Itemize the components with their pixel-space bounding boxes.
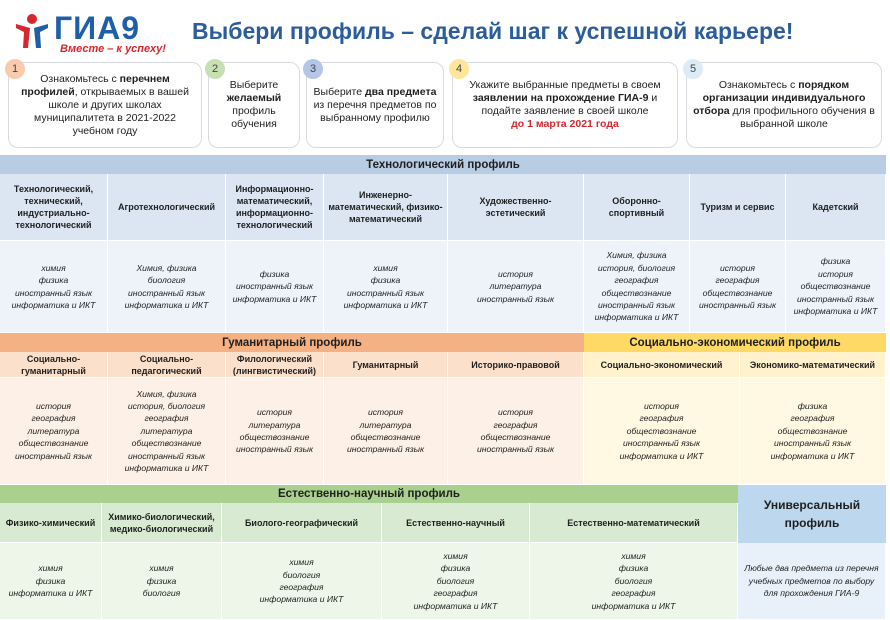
logo-text: ГИА9 [54, 10, 141, 46]
logo-slogan: Вместе – к успеху! [60, 43, 166, 55]
step-5 [686, 62, 882, 148]
tech-col-subjects: физика история обществознание иностранный язык информатика и ИКТ [786, 241, 886, 333]
tech-col-subjects: химия физика иностранный язык информатика и ИКТ [0, 241, 108, 333]
step-number: 1 [5, 59, 25, 79]
step-text: Укажите выбранные предметы в своем заявлении на прохождение ГИА-9 и подайте заявление в своей школе до 1 марта 2021 года [469, 79, 661, 130]
nat-col-subjects: химия физика биология география информатика и ИКТ [382, 543, 530, 620]
deadline: 1 марта 2021 года [527, 118, 619, 130]
hum-col-subjects: история география обществознание иностранный язык [448, 378, 584, 485]
tech-col-header: Агротехнологический [108, 174, 226, 241]
tech-col-header: Технологический, технический, индустриально-технологический [0, 174, 108, 241]
universal-profile-subjects: Любые два предмета из перечня учебных предметов по выбору для прохождения ГИА-9 [738, 543, 886, 620]
step-number: 4 [449, 59, 469, 79]
gia9-logo [6, 4, 178, 56]
step-number: 5 [683, 59, 703, 79]
hum-profile-title: Гуманитарный профиль [0, 333, 584, 352]
nat-col-header: Естественно-математический [530, 503, 738, 543]
tech-col-header: Инженерно-математический, физико-математический [324, 174, 448, 241]
tech-col-subjects: химия физика иностранный язык информатика и ИКТ [324, 241, 448, 333]
nat-col-header: Биолого-географический [222, 503, 382, 543]
tech-col-subjects: история литература иностранный язык [448, 241, 584, 333]
step-text: Ознакомьтесь с перечнем профилей, открываемых в вашей школе и других школах муниципалитета в 2021-2022 учебном году [21, 72, 189, 137]
page-title: Выбери профиль – сделай шаг к успешной карьере! [192, 18, 794, 44]
soc-col-subjects: история география обществознание иностранный язык информатика и ИКТ [584, 378, 740, 485]
nat-col-subjects: химия физика информатика и ИКТ [0, 543, 102, 620]
tech-col-subjects: Химия, физика история, биология география обществознание иностранный язык информатика и ИКТ [584, 241, 690, 333]
soc-profile-title: Социально-экономический профиль [584, 333, 886, 352]
tech-col-subjects: физика иностранный язык информатика и ИКТ [226, 241, 324, 333]
profiles-table [0, 155, 886, 620]
step-4 [452, 62, 678, 148]
hum-col-subjects: Химия, физика история, биология география литература обществознание иностранный язык информатика и ИКТ [108, 378, 226, 485]
hum-col-subjects: история география литература обществознание иностранный язык [0, 378, 108, 485]
step-number: 3 [303, 59, 323, 79]
step-text: Выберите два предмета из перечня предметов по выбранному профилю [313, 85, 437, 124]
step-text: Выберите желаемый профиль обучения [226, 79, 282, 130]
hum-col-header: Историко-правовой [448, 352, 584, 378]
tech-col-header: Информационно-математический, информационно-технологический [226, 174, 324, 241]
step-3 [306, 62, 444, 148]
nat-col-subjects: химия биология география информатика и ИКТ [222, 543, 382, 620]
tech-profile-title: Технологический профиль [0, 155, 886, 174]
nat-profile-title: Естественно-научный профиль [0, 485, 738, 503]
nat-col-header: Химико-биологический, медико-биологический [102, 503, 222, 543]
tech-col-header: Художественно-эстетический [448, 174, 584, 241]
soc-col-subjects: физика география обществознание иностранный язык информатика и ИКТ [740, 378, 886, 485]
nat-col-subjects: химия физика биология [102, 543, 222, 620]
tech-col-header: Оборонно-спортивный [584, 174, 690, 241]
hum-col-subjects: история литература обществознание иностранный язык [324, 378, 448, 485]
step-text: Ознакомьтесь с порядком организации индивидуального отбора для профильного обучения в выбранной школе [693, 79, 875, 130]
person-figure-icon [14, 12, 50, 50]
step-1 [8, 62, 202, 148]
hum-col-header: Социально-гуманитарный [0, 352, 108, 378]
tech-col-header: Кадетский [786, 174, 886, 241]
soc-col-header: Экономико-математический [740, 352, 886, 378]
hum-col-header: Социально-педагогический [108, 352, 226, 378]
universal-profile-title: Универсальный профиль [738, 485, 886, 543]
tech-col-header: Туризм и сервис [690, 174, 786, 241]
hum-col-header: Гуманитарный [324, 352, 448, 378]
tech-col-subjects: Химия, физика биология иностранный язык информатика и ИКТ [108, 241, 226, 333]
hum-col-subjects: история литература обществознание иностранный язык [226, 378, 324, 485]
nat-col-header: Физико-химический [0, 503, 102, 543]
nat-col-subjects: химия физика биология география информатика и ИКТ [530, 543, 738, 620]
step-number: 2 [205, 59, 225, 79]
tech-col-subjects: история география обществознание иностранный язык [690, 241, 786, 333]
nat-col-header: Естественно-научный [382, 503, 530, 543]
hum-col-header: Филологический (лингвистический) [226, 352, 324, 378]
step-2 [208, 62, 300, 148]
soc-col-header: Социально-экономический [584, 352, 740, 378]
